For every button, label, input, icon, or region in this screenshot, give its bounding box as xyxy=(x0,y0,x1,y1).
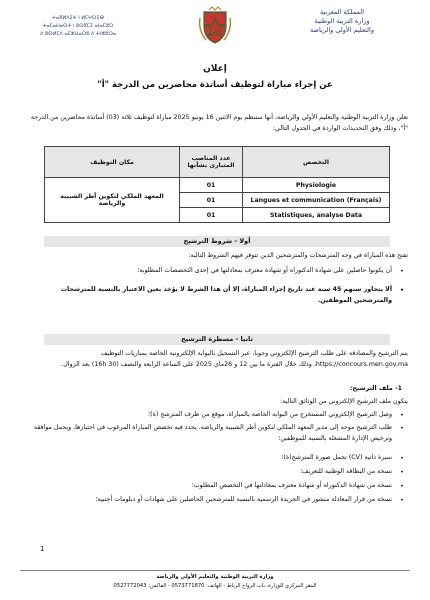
bullet-icon: • xyxy=(400,424,404,432)
place-cell: المعهد الملكي لتكوين أطر الشبيبة والرياضة xyxy=(45,178,180,223)
coat-of-arms-emblem xyxy=(196,6,234,46)
count-cell: 01 xyxy=(180,193,243,208)
list-item xyxy=(22,423,402,444)
document-text: وصل الترشيح الإلكتروني المستخرج من البوابة الخاصة بالمباراة، موقع من طرف المترشح (ة)؛ xyxy=(148,411,392,418)
file-intro: يتكون ملف الترشيح الإلكتروني من الوثائق التالية: xyxy=(280,398,408,405)
header-place: مكان التوظيف xyxy=(45,147,180,178)
document-text: طلب الترشيح موجه إلى مدير المعهد الملكي لتكوين أطر الشبيبة والرياضة، يحدد فيه تخصص المباراة المرغوب في اجتيازها، ويحمل موافقة وترخيص الإدارة المشغلة بالنسبة للموظفين؛ xyxy=(33,424,392,442)
intro-paragraph: تعلن وزارة التربية الوطنية والتعليم الأولي والرياضة، أنها ستنظم يوم الاثنين 16 يونيو 2025 مباراة لتوظيف ثلاثة (03) أساتذة محاضرين من الدرجة "أ"، وذلك وفق التحديدات الواردة في الجدول التالي: xyxy=(30,114,408,132)
document-text: نسخة من شهادة الدكتوراه أو شهادة معترف بمعادلتها في التخصص المطلوب؛ xyxy=(191,482,392,489)
footer xyxy=(20,570,410,591)
section-2-paragraph: يتم الترشيح والمصادقة على طلب الترشيح الإلكتروني وجوبا، عبر التسجيل بالبوابة الإلكترونية الخاصة بمباريات التوظيف https://concours.men.gov.ma، وذلك خلال الفترة ما بين 12 و 26ماي 2025 على الساعة الرابعة والنصف (16h 30) بعد الزوال. xyxy=(61,350,408,368)
page-number: 1 xyxy=(40,545,45,553)
list-item xyxy=(22,410,402,421)
document-text: نسخة من البطاقة الوطنية للتعريف؛ xyxy=(300,468,392,475)
condition-text: أن يكونوا حاصلين على شهادة الدكتوراه أو شهادة معترف بمعادلتها في إحدى التخصصات المطلوبة؛ xyxy=(137,267,392,274)
bullet-icon: • xyxy=(400,468,404,476)
condition-text: ألا يتجاوز سنهم 45 سنة عند تاريخ إجراء المباراة، إلا أن هذا الشرط لا يؤخذ بعين الاعتبار بالنسبة للمترشحات والمترشحين الموظفين. xyxy=(60,286,392,304)
list-item xyxy=(22,266,402,277)
list-item xyxy=(22,285,402,306)
bullet-icon: • xyxy=(400,482,404,490)
count-cell: 01 xyxy=(180,208,243,223)
bullet-icon: • xyxy=(400,411,404,419)
specialty-cell: Physiologie xyxy=(243,178,390,193)
file-title: 1- ملف الترشيح: xyxy=(349,385,402,392)
header-tifinagh-block xyxy=(18,14,138,38)
header-tifinagh-line: ⴷ ⵓⵙⵍⵎⴷ ⴰⵎⵣⵡⴰⵔⵓ ⴷ ⵜⵏⵣⵓⵔⴰ xyxy=(39,31,117,37)
specialty-cell: Statistiques, analyse Data xyxy=(243,208,390,223)
list-item xyxy=(22,495,402,506)
header-count: عدد المناصب المتبارى بشأنها xyxy=(180,147,243,178)
table-header-row xyxy=(45,147,390,178)
positions-table xyxy=(44,146,390,223)
bullet-icon: • xyxy=(399,286,404,294)
footer-address: المقر المركزي للوزارة، باب الرواح الرباط - الهاتف: 0573771870 - الفاكس: 0527772043 xyxy=(113,583,317,589)
header-arabic-line: والتعليم الأولي والرياضة xyxy=(310,26,374,34)
specialty-cell: Langues et communication (Français) xyxy=(243,193,390,208)
bullet-icon: • xyxy=(400,454,404,462)
document-text: سيرة ذاتية (CV) تحمل صورة المترشح(ة)؛ xyxy=(281,454,392,461)
document-text: نسخة من قرار المعادلة منشور في الجريدة الرسمية بالنسبة للمترشحين الحاصلين على شهادات أو دبلومات أجنبية؛ xyxy=(95,496,392,503)
section-1-title: أولا - شروط الترشيح xyxy=(44,236,390,247)
bullet-icon: • xyxy=(400,496,404,504)
bullet-icon: • xyxy=(400,267,404,275)
section-2-title: ثانيا - مسطرة الترشيح xyxy=(44,334,390,345)
header-specialty: التخصص xyxy=(243,147,390,178)
list-item xyxy=(22,453,402,464)
count-cell: 01 xyxy=(180,178,243,193)
section-1-intro: تفتح هذه المباراة في وجه المترشحات والمترشحين الذين تتوفر فيهم الشروط التالية: xyxy=(188,252,408,259)
announcement-subject: عن إجراء مباراة لتوظيف أساتذة محاضرين من الدرجة "أ" xyxy=(97,80,333,90)
header-tifinagh-line: ⵜⴰⵎⴰⵡⴰⵙⵜ ⵏ ⵓⵙⴳⵎⵉ ⴰⵏⴰⵎⵓⵔ xyxy=(42,23,114,29)
header-arabic-block xyxy=(272,8,412,35)
table-row xyxy=(45,178,390,193)
footer-ministry: وزارة التربية الوطنية والتعليم الأولي والرياضة xyxy=(156,574,274,580)
header-arabic-line: المملكة المغربية xyxy=(319,8,365,16)
header-arabic-line: وزارة التربية الوطنية xyxy=(314,17,370,25)
header-tifinagh-line: ⵜⴰⴳⵍⴷⵉⵜ ⵏ ⵍⵎⵖⵔⵉⴱ xyxy=(52,15,104,21)
list-item xyxy=(22,467,402,478)
list-item xyxy=(22,481,402,492)
announcement-title: إعلان xyxy=(203,64,227,74)
